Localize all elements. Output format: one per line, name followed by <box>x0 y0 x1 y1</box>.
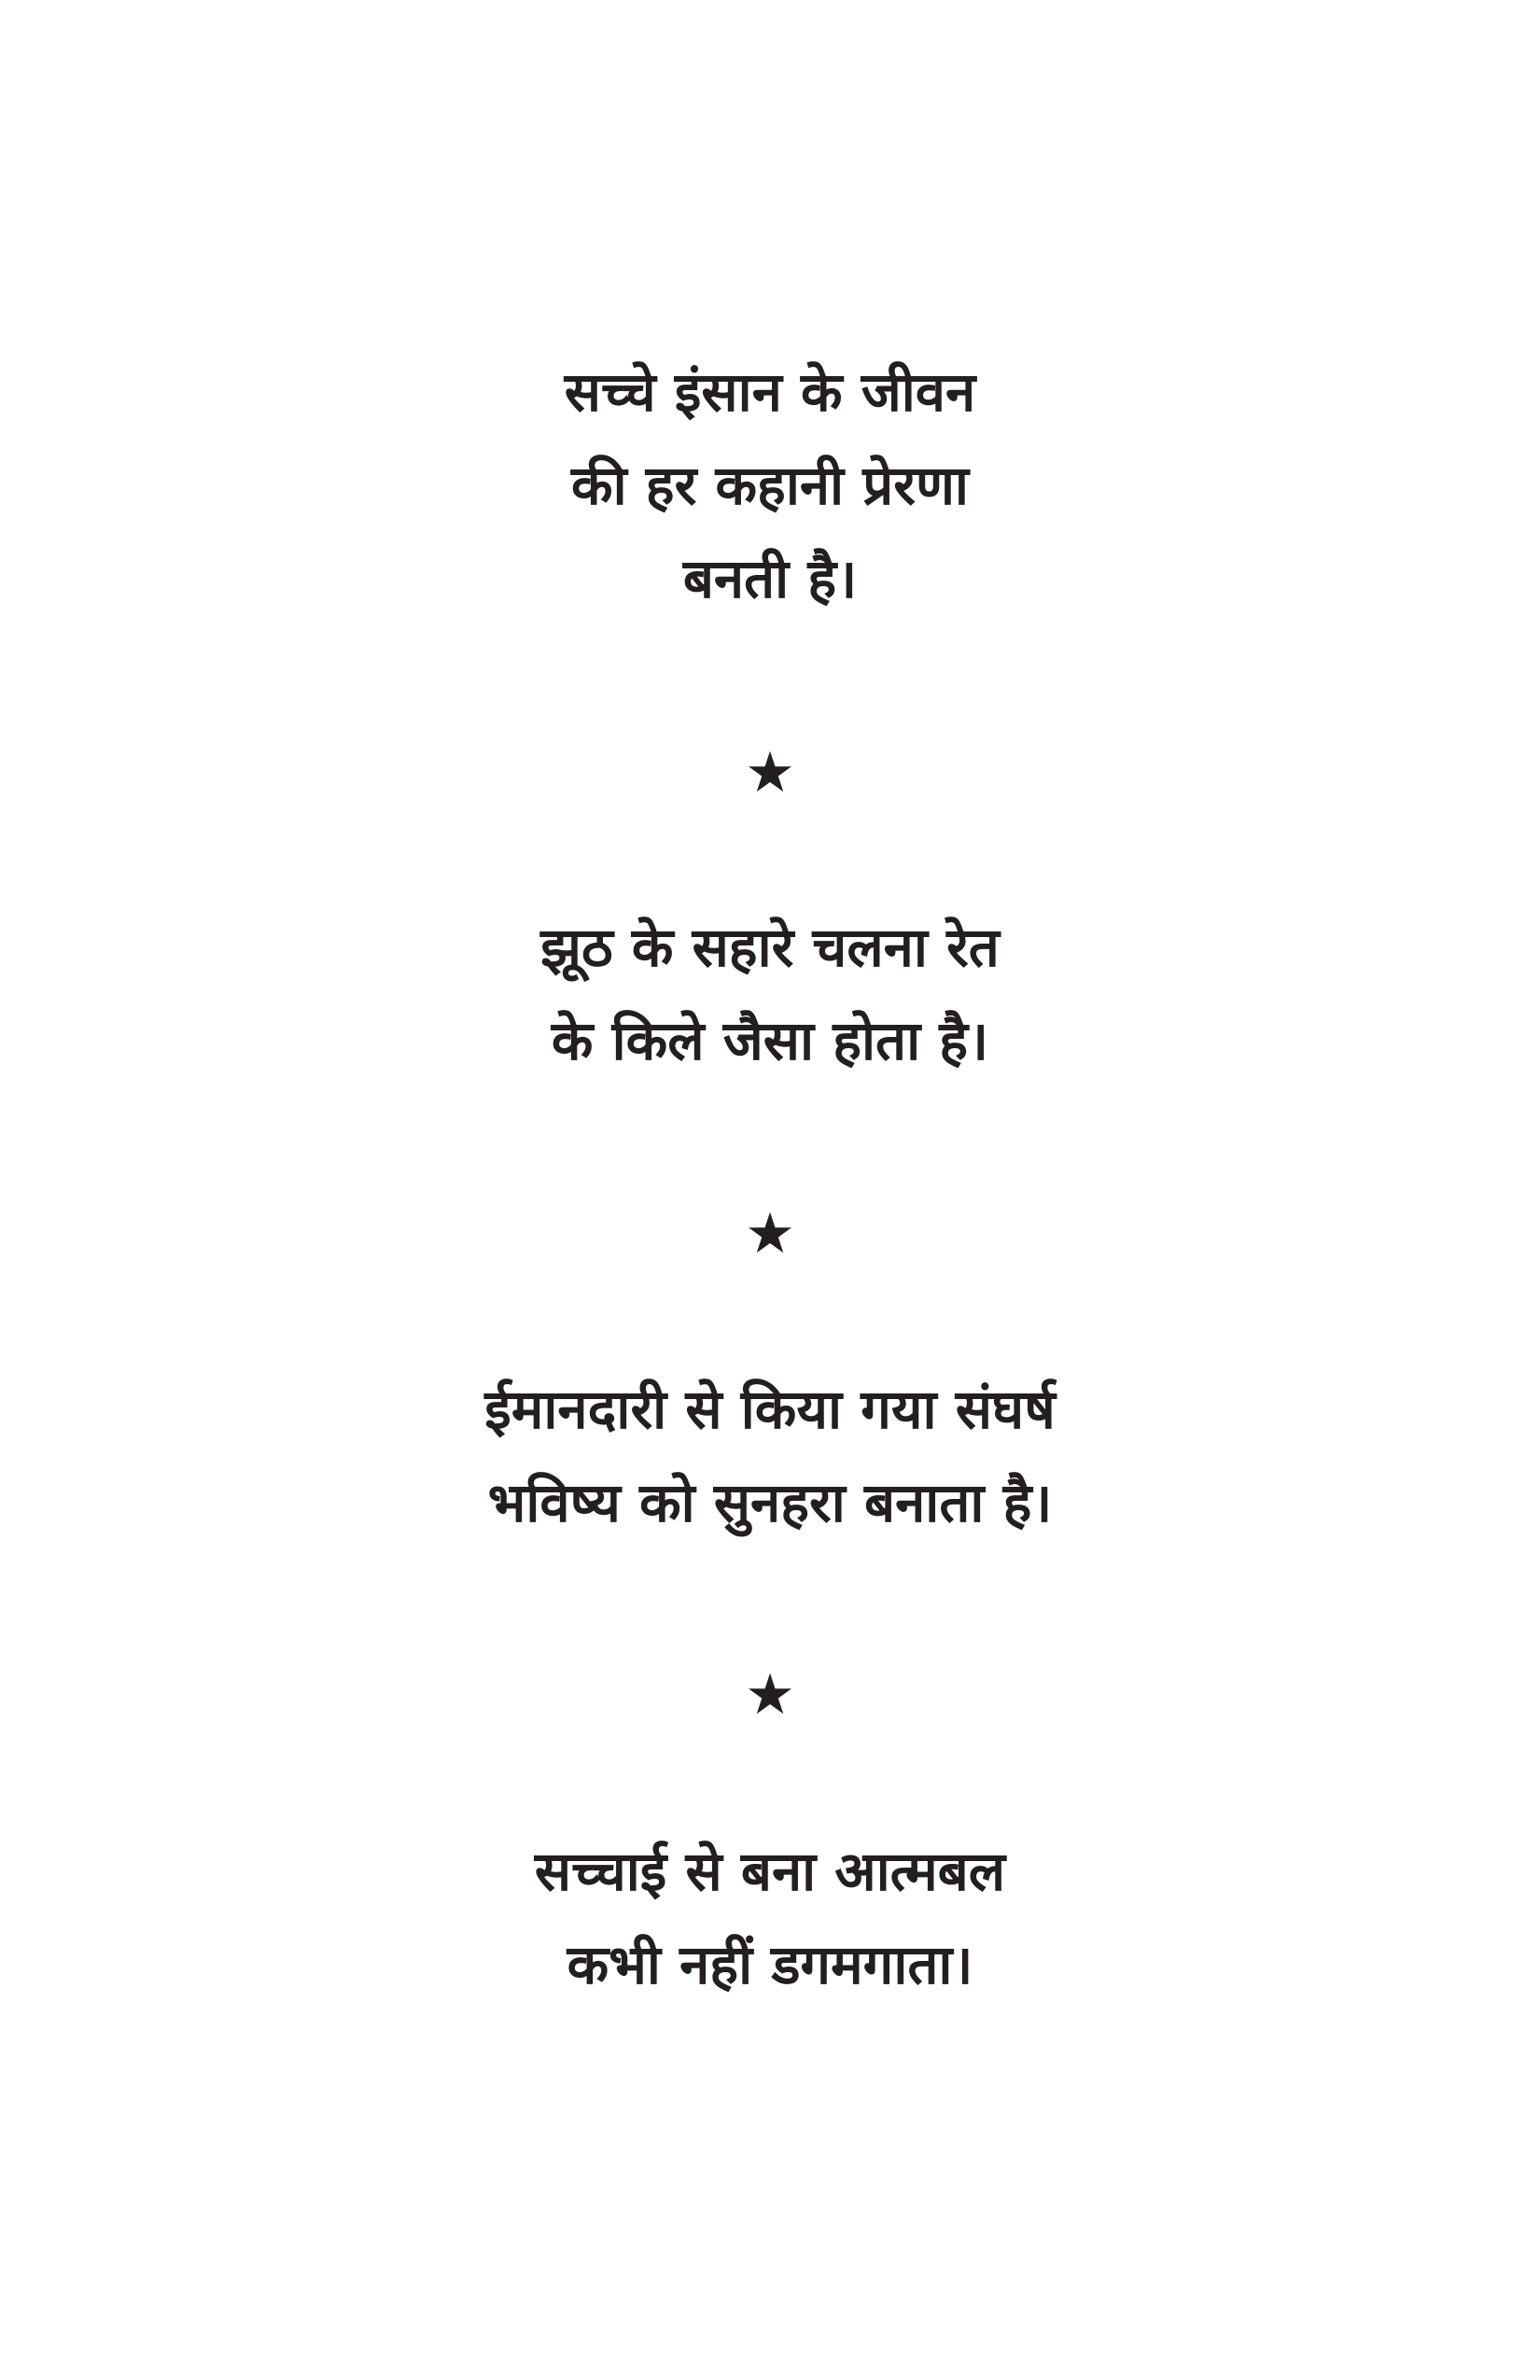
star-separator-icon: ★ <box>745 740 795 805</box>
quote-2 <box>0 901 1540 1087</box>
quote-line: सच्चे इंसान के जीवन <box>564 360 976 424</box>
quote-1 <box>0 345 1540 625</box>
quote-line: सच्चाई से बना आत्मबल <box>534 1840 1006 1903</box>
quote-4 <box>0 1825 1540 2011</box>
quote-line: कभी नहीं डगमगाता। <box>567 1933 973 1996</box>
star-separator-icon: ★ <box>745 1201 795 1267</box>
quote-line: की हर कहानी प्रेरणा <box>571 454 969 517</box>
quote-line: ईमानदारी से किया गया संघर्ष <box>484 1378 1056 1441</box>
quote-3 <box>0 1363 1540 1549</box>
quote-line: भविष्य को सुनहरा बनाता है। <box>487 1471 1053 1534</box>
quote-line: बनती है। <box>682 547 858 610</box>
quote-line: के किले जैसा होता है। <box>551 1009 989 1072</box>
star-separator-icon: ★ <box>745 1662 795 1728</box>
quote-line: झूठ के सहारे चलना रेत <box>540 916 1000 979</box>
